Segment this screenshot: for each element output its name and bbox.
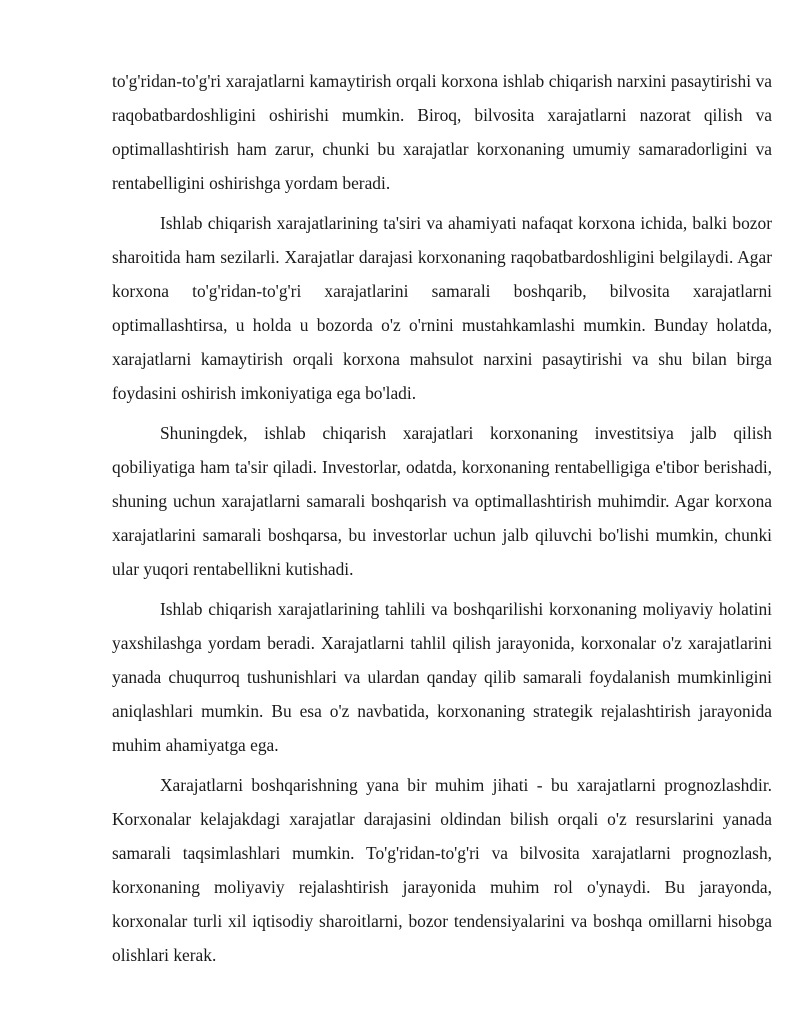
paragraph-investment: Shuningdek, ishlab chiqarish xarajatlari korxonaning investitsiya jalb qilish qobiliyatiga ham ta'sir qiladi. Investorlar, odatda, korxonaning rentabelligiga e'tibor berishadi, shuning uchun xarajatlarni samarali boshqarish va optimallashtirish muhimdir. Agar korxona xarajatlarini samarali boshqarsa, bu investorlar uchun jalb qiluvchi bo'lishi mumkin, chunki ular yuqori rentabellikni kutishadi.: [112, 423, 772, 579]
paragraph-continuation: to'g'ridan-to'g'ri xarajatlarni kamaytirish orqali korxona ishlab chiqarish narxini pasaytirishi va raqobatbardoshligini oshirishi mumkin. Biroq, bilvosita xarajatlarni nazorat qilish va optimallashtirish ham zarur, chunki bu xarajatlar korxonaning umumiy samaradorligini va rentabelligini oshirishga yordam beradi.: [112, 71, 772, 193]
paragraph-cost-impact: Ishlab chiqarish xarajatlarining ta'siri va ahamiyati nafaqat korxona ichida, balki bozor sharoitida ham sezilarli. Xarajatlar darajasi korxonaning raqobatbardoshligini belgilaydi. Agar korxona to'g'ridan-to'g'ri xarajatlarini samarali boshqarib, bilvosita xarajatlarni optimallashtirsa, u holda u bozorda o'z o'rnini mustahkamlashi mumkin. Bunday holatda, xarajatlarni kamaytirish orqali korxona mahsulot narxini pasaytirishi va shu bilan birga foydasini oshirish imkoniyatiga ega bo'ladi.: [112, 213, 772, 403]
paragraph-cost-analysis: Ishlab chiqarish xarajatlarining tahlili va boshqarilishi korxonaning moliyaviy holatini yaxshilashga yordam beradi. Xarajatlarni tahlil qilish jarayonida, korxonalar o'z xarajatlarini yanada chuqurroq tushunishlari va ulardan qanday qilib samarali foydalanish mumkinligini aniqlashlari mumkin. Bu esa o'z navbatida, korxonaning strategik rejalashtirish jarayonida muhim ahamiyatga ega.: [112, 599, 772, 755]
document-page: [112, 64, 772, 972]
paragraph-forecasting: Xarajatlarni boshqarishning yana bir muhim jihati - bu xarajatlarni prognozlashdir. Korxonalar kelajakdagi xarajatlar darajasini oldindan bilish orqali o'z resurslarini yanada samarali taqsimlashlari mumkin. To'g'ridan-to'g'ri va bilvosita xarajatlarni prognozlash, korxonaning moliyaviy rejalashtirish jarayonida muhim rol o'ynaydi. Bu jarayonda, korxonalar turli xil iqtisodiy sharoitlarni, bozor tendensiyalarini va boshqa omillarni hisobga olishlari kerak.: [112, 775, 772, 965]
